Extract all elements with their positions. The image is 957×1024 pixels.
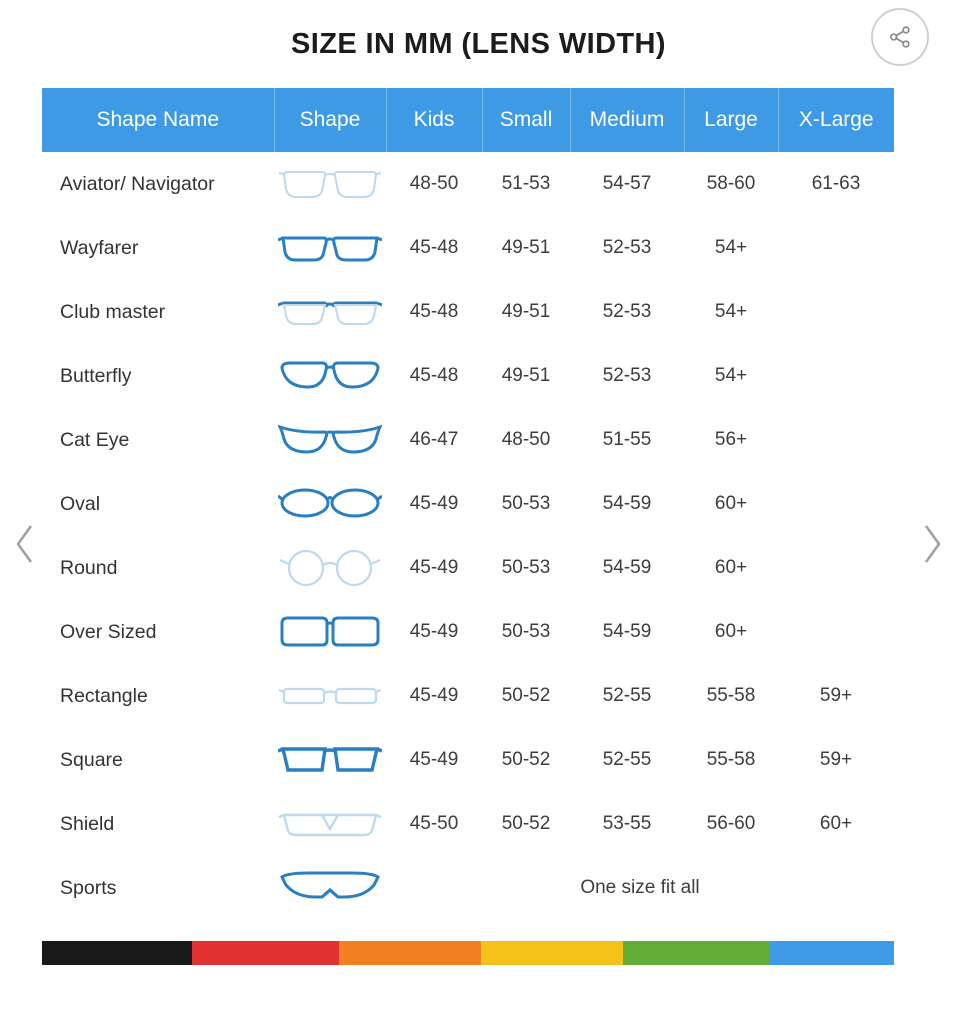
size-large: 54+ — [684, 280, 778, 344]
size-small: 50-53 — [482, 472, 570, 536]
shape-name: Wayfarer — [42, 216, 274, 280]
size-small: 49-51 — [482, 216, 570, 280]
shape-name: Club master — [42, 280, 274, 344]
size-large: 56+ — [684, 408, 778, 472]
shape-image-cell — [274, 600, 386, 664]
table-row — [42, 408, 894, 472]
size-kids: 45-48 — [386, 344, 482, 408]
shape-image-cell — [274, 152, 386, 216]
size-large: 55-58 — [684, 728, 778, 792]
color-swatch-black — [42, 941, 192, 965]
color-swatch-yellow — [481, 941, 623, 965]
color-strip — [42, 941, 894, 965]
shield-glasses-icon — [278, 803, 382, 845]
column-header-small: Small — [482, 88, 570, 152]
size-xlarge — [778, 600, 894, 664]
chevron-left-icon — [14, 522, 38, 566]
size-medium: 52-55 — [570, 664, 684, 728]
size-xlarge — [778, 536, 894, 600]
size-xlarge: 59+ — [778, 664, 894, 728]
table-row — [42, 216, 894, 280]
share-icon — [887, 24, 913, 50]
size-kids: 45-49 — [386, 472, 482, 536]
size-kids: 45-50 — [386, 792, 482, 856]
color-swatch-blue — [769, 941, 894, 965]
size-kids: 45-49 — [386, 728, 482, 792]
table-row — [42, 152, 894, 216]
shape-name: Butterfly — [42, 344, 274, 408]
size-kids: 45-49 — [386, 536, 482, 600]
square-glasses-icon — [278, 739, 382, 781]
shape-name: Shield — [42, 792, 274, 856]
size-kids: 45-49 — [386, 664, 482, 728]
shape-image-cell — [274, 856, 386, 920]
size-xlarge — [778, 216, 894, 280]
size-medium: 54-57 — [570, 152, 684, 216]
table-row — [42, 472, 894, 536]
size-kids: 45-48 — [386, 280, 482, 344]
table-row — [42, 664, 894, 728]
size-kids: 46-47 — [386, 408, 482, 472]
size-medium: 52-53 — [570, 280, 684, 344]
size-medium: 53-55 — [570, 792, 684, 856]
size-small: 50-52 — [482, 664, 570, 728]
size-large: 60+ — [684, 600, 778, 664]
clubmaster-glasses-icon — [278, 291, 382, 333]
oversized-glasses-icon — [278, 611, 382, 653]
size-large: 54+ — [684, 216, 778, 280]
size-large: 55-58 — [684, 664, 778, 728]
color-swatch-orange — [339, 941, 481, 965]
size-small: 50-52 — [482, 728, 570, 792]
shape-name: Round — [42, 536, 274, 600]
size-table — [42, 88, 894, 920]
size-xlarge: 61-63 — [778, 152, 894, 216]
oval-glasses-icon — [278, 483, 382, 525]
column-header-large: Large — [684, 88, 778, 152]
column-header-shape: Shape — [274, 88, 386, 152]
butterfly-glasses-icon — [278, 355, 382, 397]
size-large: 60+ — [684, 536, 778, 600]
shape-name: Cat Eye — [42, 408, 274, 472]
shape-image-cell — [274, 728, 386, 792]
wayfarer-glasses-icon — [278, 227, 382, 269]
size-small: 49-51 — [482, 344, 570, 408]
size-xlarge — [778, 472, 894, 536]
shape-image-cell — [274, 344, 386, 408]
size-small: 51-53 — [482, 152, 570, 216]
page-title: SIZE IN MM (LENS WIDTH) — [291, 27, 666, 60]
page-header — [0, 0, 957, 88]
size-xlarge: 60+ — [778, 792, 894, 856]
size-medium: 54-59 — [570, 600, 684, 664]
column-header-shape-name: Shape Name — [42, 88, 274, 152]
size-xlarge — [778, 280, 894, 344]
shape-name: Sports — [42, 856, 274, 920]
chevron-right-icon — [919, 522, 943, 566]
size-xlarge: 59+ — [778, 728, 894, 792]
shape-image-cell — [274, 280, 386, 344]
size-large: 60+ — [684, 472, 778, 536]
size-large: 58-60 — [684, 152, 778, 216]
shape-image-cell — [274, 472, 386, 536]
column-header-kids: Kids — [386, 88, 482, 152]
size-small: 50-53 — [482, 600, 570, 664]
table-header-row — [42, 88, 894, 152]
next-button[interactable] — [911, 516, 951, 572]
size-large: 54+ — [684, 344, 778, 408]
size-medium: 54-59 — [570, 536, 684, 600]
table-row — [42, 280, 894, 344]
size-small: 50-52 — [482, 792, 570, 856]
shape-name: Square — [42, 728, 274, 792]
column-header-medium: Medium — [570, 88, 684, 152]
size-medium: 51-55 — [570, 408, 684, 472]
shape-name: Over Sized — [42, 600, 274, 664]
aviator-glasses-icon — [278, 163, 382, 205]
shape-image-cell — [274, 536, 386, 600]
shape-image-cell — [274, 664, 386, 728]
table-row — [42, 856, 894, 920]
size-kids: 48-50 — [386, 152, 482, 216]
size-xlarge — [778, 344, 894, 408]
column-header-xlarge: X-Large — [778, 88, 894, 152]
sports-glasses-icon — [278, 867, 382, 909]
size-table-card — [42, 88, 894, 920]
size-kids: 45-49 — [386, 600, 482, 664]
round-glasses-icon — [278, 547, 382, 589]
cateye-glasses-icon — [278, 419, 382, 461]
size-medium: 52-53 — [570, 344, 684, 408]
color-swatch-green — [623, 941, 769, 965]
shape-image-cell — [274, 216, 386, 280]
size-xlarge — [778, 408, 894, 472]
table-row — [42, 792, 894, 856]
rectangle-glasses-icon — [278, 675, 382, 717]
color-swatch-red — [192, 941, 338, 965]
size-large: 56-60 — [684, 792, 778, 856]
shape-image-cell — [274, 408, 386, 472]
size-medium: 54-59 — [570, 472, 684, 536]
size-medium: 52-53 — [570, 216, 684, 280]
table-row — [42, 344, 894, 408]
shape-name: Oval — [42, 472, 274, 536]
shape-name: Rectangle — [42, 664, 274, 728]
size-small: 48-50 — [482, 408, 570, 472]
table-row — [42, 728, 894, 792]
size-medium: 52-55 — [570, 728, 684, 792]
size-small: 49-51 — [482, 280, 570, 344]
size-kids: 45-48 — [386, 216, 482, 280]
one-size-note: One size fit all — [386, 856, 894, 920]
size-small: 50-53 — [482, 536, 570, 600]
shape-name: Aviator/ Navigator — [42, 152, 274, 216]
shape-image-cell — [274, 792, 386, 856]
table-row — [42, 600, 894, 664]
prev-button[interactable] — [6, 516, 46, 572]
share-button[interactable] — [871, 8, 929, 66]
table-row — [42, 536, 894, 600]
